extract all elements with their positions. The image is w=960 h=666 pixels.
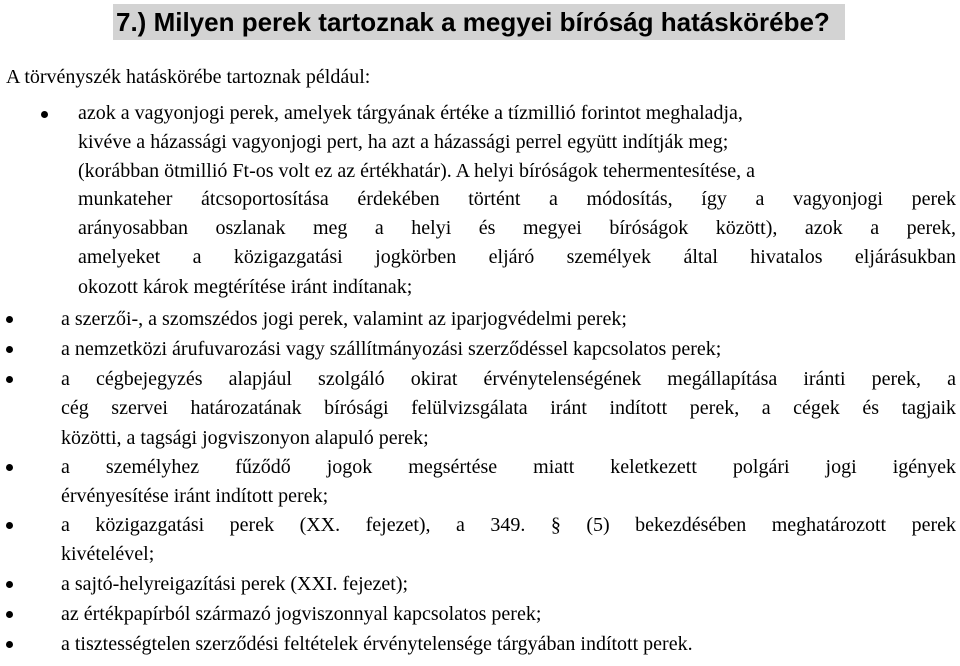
list-item-line: amelyeket a közigazgatási jogkörben eljáró személyek által hivatalos eljárásukban [78,246,956,268]
list-item-line: kivéve a házassági vagyonjogi pert, ha azt a házassági perrel együtt indítják meg; [78,131,729,153]
list-item-line: azok a vagyonjogi perek, amelyek tárgyának értéke a tízmillió forintot meghaladja, [78,102,743,124]
list-item-line: a szerzői-, a szomszédos jogi perek, valamint az iparjogvédelmi perek; [61,308,627,330]
bullet-marker [6,376,13,383]
bullet-marker [6,581,13,588]
list-item-line: (korábban ötmillió Ft-os volt ez az értékhatár). A helyi bíróságok tehermentesítése, a [78,160,756,182]
list-item-line: közötti, a tagsági jogviszonyon alapuló perek; [61,427,429,449]
list-item-line: a sajtó-helyreigazítási perek (XXI. fejezet); [61,573,409,595]
list-item-line: a tisztességtelen szerződési feltételek érvénytelensége tárgyában indított perek. [61,633,693,655]
list-item-line: kivételével; [61,543,155,565]
bullet-marker [6,316,13,323]
intro-text: A törvényszék hatáskörébe tartoznak például: [6,66,371,88]
bullet-marker [6,641,13,648]
list-item-line: munkateher átcsoportosítása érdekében történt a módosítás, így a vagyonjogi perek [78,188,956,210]
page-title: 7.) Milyen perek tartoznak a megyei bíróság hatáskörébe? [116,7,830,37]
list-item-line: az értékpapírból származó jogviszonnyal kapcsolatos perek; [61,603,542,625]
bullet-marker [41,111,48,118]
bullet-marker [6,464,13,471]
list-item-line: a nemzetközi árufuvarozási vagy szállítmányozási szerződéssel kapcsolatos perek; [61,338,722,360]
bullet-marker [6,346,13,353]
list-item-line: a személyhez fűződő jogok megsértése miatt keletkezett polgári jogi igények [61,456,956,478]
bullet-marker [6,522,13,529]
list-item-line: érvényesítése iránt indított perek; [61,485,329,507]
list-item-line: okozott károk megtérítése iránt indítanak; [78,276,413,298]
bullet-marker [6,611,13,618]
list-item-line: cég szervei határozatának bírósági felülvizsgálata iránt indított perek, a cégek és tagjaik [61,397,956,419]
list-item-line: a cégbejegyzés alapjául szolgáló okirat érvénytelenségének megállapítása iránti perek, a [61,368,956,390]
list-item-line: arányosabban oszlanak meg a helyi és megyei bíróságok között), azok a perek, [78,217,956,239]
list-item-line: a közigazgatási perek (XX. fejezet), a 349. § (5) bekezdésében meghatározott perek [61,514,956,536]
